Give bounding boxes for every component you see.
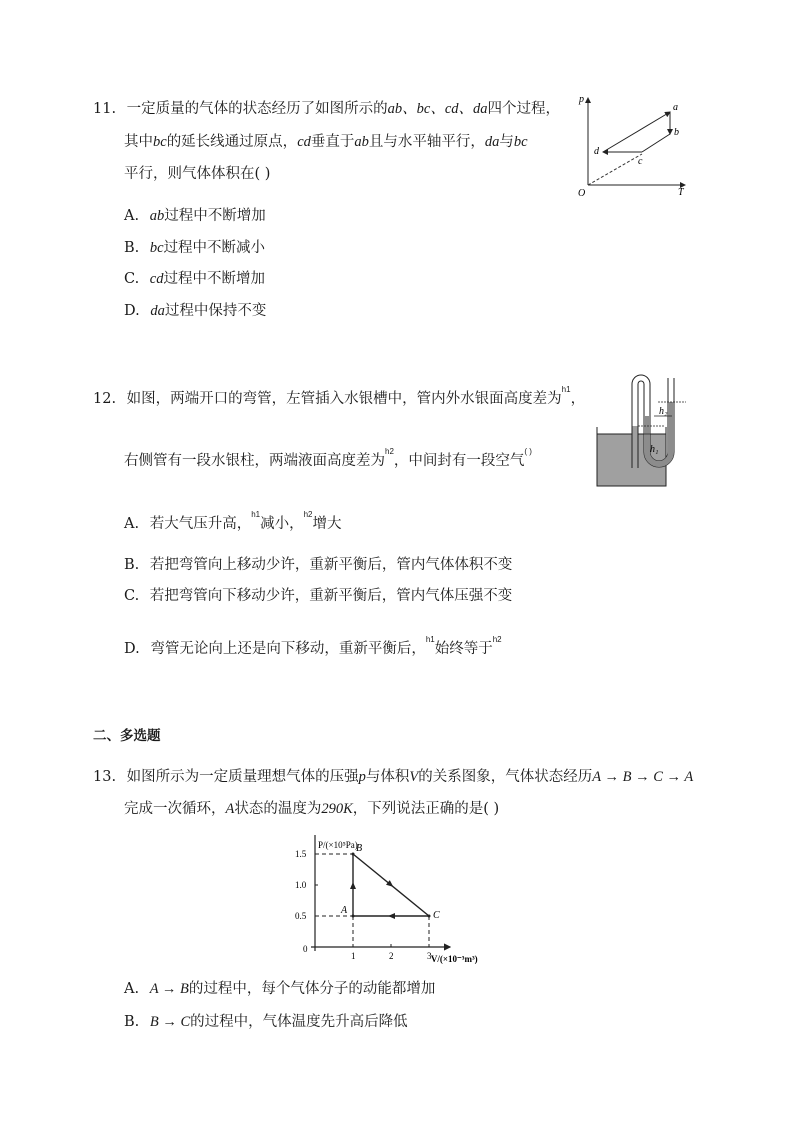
bc-extension — [588, 154, 642, 185]
q12-option-a[interactable] — [124, 512, 342, 533]
option-label: A. — [124, 981, 140, 997]
option-text: 过程中不断减小 — [163, 240, 266, 256]
q12-line1 — [93, 387, 585, 408]
option-label: B. — [124, 240, 140, 256]
q13-var: A — [225, 801, 235, 817]
option-label: B. — [124, 557, 140, 573]
q13-line1 — [93, 765, 693, 786]
point-d: d — [594, 146, 599, 157]
option-text: 增大 — [312, 516, 342, 532]
option-text: 弯管无论向上还是向下移动，重新平衡后， — [150, 641, 426, 657]
q11-text: 一定质量的气体的状态经历了如图所示的 — [126, 101, 388, 117]
q12-number: 12. — [93, 391, 117, 407]
option-var: ab — [149, 208, 165, 224]
q12-line2 — [124, 449, 532, 470]
x-tick-label: 3 — [427, 951, 432, 961]
point-b: b — [674, 127, 679, 138]
point-a: a — [673, 102, 678, 113]
option-label: C. — [124, 588, 140, 604]
q11-line2 — [124, 130, 528, 151]
option-text: 的过程中，气体温度先升高后降低 — [190, 1014, 408, 1030]
option-label: C. — [124, 271, 140, 287]
point-a — [352, 915, 355, 918]
q12-text: 如图，两端开口的弯管，左管插入水银槽中，管内外水银面高度差为 — [126, 391, 562, 407]
option-label: D. — [124, 641, 140, 657]
x-tick-label: 1 — [351, 951, 356, 961]
q11-pt-diagram — [570, 90, 700, 200]
option-text: 若大气压升高， — [149, 516, 252, 532]
q11-line1 — [93, 97, 560, 118]
q13-var: V — [409, 769, 419, 785]
t-label: T — [678, 187, 684, 198]
q11-items: ab、bc、cd、da — [387, 101, 488, 117]
option-var: da — [150, 303, 165, 319]
x-tick-label: 2 — [389, 951, 394, 961]
option-text: 过程中保持不变 — [164, 303, 267, 319]
q12-tube-diagram — [592, 372, 702, 490]
q11-text: 其中 — [124, 134, 153, 150]
q13-option-b[interactable] — [124, 1010, 408, 1031]
h2-sup: h2 — [303, 510, 313, 519]
q12-text: ， — [570, 391, 586, 407]
option-text: 减小， — [260, 516, 304, 532]
point-label-a: A — [341, 905, 348, 916]
q13-pv-chart — [288, 835, 528, 965]
h1-sup: h1 — [251, 510, 261, 519]
option-text: 过程中不断增加 — [163, 271, 265, 287]
q13-text: 完成一次循环， — [124, 801, 226, 817]
point-c: c — [638, 156, 643, 167]
option-text: 若把弯管向上移动少许，重新平衡后，管内气体体积不变 — [149, 557, 513, 573]
option-var: B → C — [149, 1014, 191, 1030]
q11-text: 四个过程， — [487, 101, 561, 117]
q13-option-a[interactable] — [124, 977, 435, 998]
q11-text: 的延长线通过原点， — [166, 134, 298, 150]
q13-number: 13. — [93, 769, 117, 785]
section-title: 二、多选题 — [93, 728, 161, 744]
option-label: D. — [124, 303, 140, 319]
option-var: A → B — [149, 981, 189, 997]
q13-text: 状态的温度为 — [234, 801, 322, 817]
q13-line2 — [124, 797, 499, 818]
q11-var: cd — [297, 134, 311, 150]
q11-line3: 平行，则气体体积在( ) — [124, 166, 271, 182]
h2-label: h₂ — [659, 406, 668, 417]
h2-sup: h2 — [385, 447, 394, 456]
h2-sup: h2 — [492, 635, 502, 644]
h1-sup: h1 — [561, 385, 571, 394]
left-tube-mercury — [632, 426, 638, 468]
q11-option-b[interactable] — [124, 236, 265, 257]
option-text: 的过程中，每个气体分子的动能都增加 — [188, 981, 436, 997]
q11-var: bc — [513, 134, 528, 150]
da-line — [603, 112, 670, 152]
option-text: 若把弯管向下移动少许，重新平衡后，管内气体压强不变 — [149, 588, 513, 604]
option-label: B. — [124, 1014, 140, 1030]
y-tick-label: 1.5 — [295, 849, 307, 859]
option-text: 始终等于 — [434, 641, 493, 657]
p-label: p — [579, 94, 584, 105]
option-text: 过程中不断增加 — [164, 208, 266, 224]
origin-label: 0 — [303, 944, 308, 954]
q11-var: ab — [354, 134, 369, 150]
q11-text: 垂直于 — [310, 134, 355, 150]
q13-text: 与体积 — [365, 769, 410, 785]
q13-text: ，下列说法正确的是( ) — [352, 801, 500, 817]
q13-temp: 290K — [321, 801, 353, 817]
q13-var: p — [358, 769, 366, 785]
y-tick-label: 0.5 — [295, 911, 307, 921]
q11-option-a[interactable] — [124, 204, 266, 225]
arrow-c-a — [388, 913, 395, 919]
q11-option-d[interactable] — [124, 299, 266, 320]
q11-text: 与 — [499, 134, 514, 150]
point-c — [428, 915, 431, 918]
y-tick-label: 1.0 — [295, 880, 307, 890]
origin-label: O — [578, 188, 586, 199]
option-var: bc — [149, 240, 164, 256]
q13-text: 的关系图象，气体状态经历 — [418, 769, 593, 785]
q12-option-c[interactable] — [124, 584, 512, 605]
x-axis-label: V/(×10⁻³m³) — [430, 954, 478, 964]
q11-var: bc — [153, 134, 167, 150]
q12-text: 右侧管有一段水银柱，两端液面高度差为 — [124, 453, 385, 469]
point-b — [352, 853, 355, 856]
q12-text: ，中间封有一段空气 — [393, 453, 525, 469]
h1-sup: h1 — [425, 635, 435, 644]
q11-option-c[interactable] — [124, 267, 265, 288]
q12-paren: ( ) — [524, 447, 532, 456]
option-label: A. — [124, 208, 140, 224]
bc-line — [642, 134, 670, 152]
option-var: cd — [149, 271, 164, 287]
q11-var: da — [484, 134, 500, 150]
option-label: A. — [124, 516, 140, 532]
h1-label: h₁ — [650, 444, 659, 455]
point-label-b: B — [356, 843, 363, 854]
q13-cycle: A → B → C → A — [592, 769, 694, 785]
q12-option-b[interactable] — [124, 553, 512, 574]
arrow-a-b — [350, 882, 356, 889]
q11-text: 且与水平轴平行， — [368, 134, 485, 150]
point-label-c: C — [433, 910, 440, 921]
y-axis-label: P/(×10⁵Pa) — [318, 840, 358, 850]
q13-text: 如图所示为一定质量理想气体的压强 — [126, 769, 359, 785]
q11-number: 11. — [93, 101, 117, 117]
q12-option-d[interactable] — [124, 637, 502, 658]
